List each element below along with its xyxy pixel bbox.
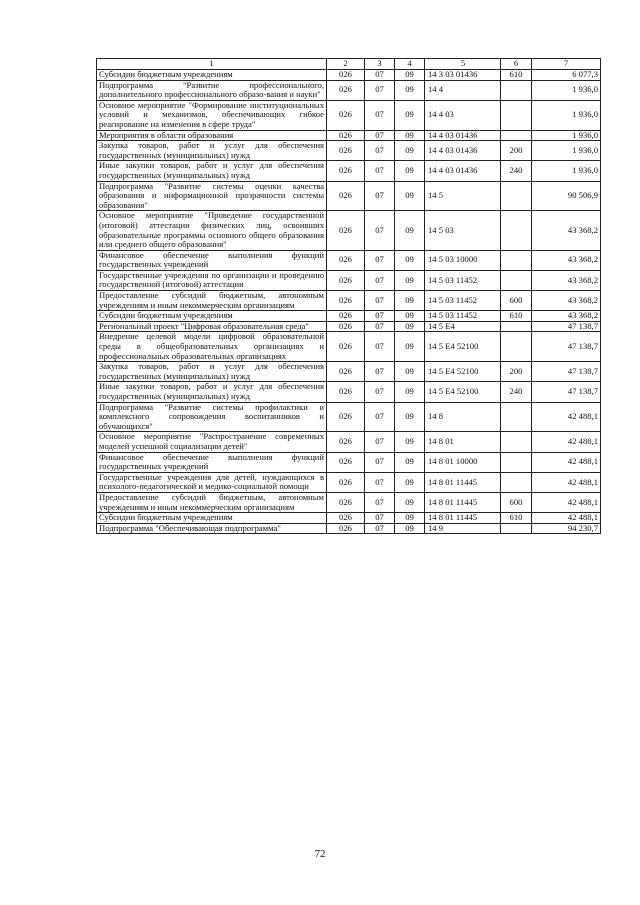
section-code-cell: 07 (365, 492, 395, 512)
ministry-code-cell: 026 (327, 270, 365, 290)
header-row (97, 59, 601, 70)
table-row (97, 402, 601, 432)
ministry-code-cell: 026 (327, 332, 365, 362)
section-code-cell: 07 (365, 70, 395, 81)
ministry-code-cell: 026 (327, 211, 365, 250)
section-code-cell: 07 (365, 402, 395, 432)
expense-type-code-cell (501, 332, 532, 362)
expense-type-code-cell: 240 (501, 382, 532, 402)
amount-cell: 47 138,7 (532, 332, 601, 362)
target-article-code-cell: 14 5 (425, 181, 501, 211)
amount-cell: 47 138,7 (532, 382, 601, 402)
ministry-code-cell: 026 (327, 523, 365, 534)
target-article-code-cell: 14 5 03 11452 (425, 291, 501, 311)
table-row (97, 432, 601, 452)
item-name-cell: Государственные учреждения для детей, нуждающихся в психолого-педагогической и медико-социальной помощи (97, 472, 327, 492)
amount-cell: 47 138,7 (532, 321, 601, 332)
table-row (97, 70, 601, 81)
table-row (97, 523, 601, 534)
item-name-cell: Иные закупки товаров, работ и услуг для обеспечения государственных (муниципальных) нужд (97, 161, 327, 181)
amount-cell: 94 230,7 (532, 523, 601, 534)
target-article-code-cell: 14 8 01 11445 (425, 513, 501, 524)
amount-cell: 42 488,1 (532, 513, 601, 524)
expense-type-code-cell: 610 (501, 70, 532, 81)
header-cell: 4 (395, 59, 425, 70)
table-row (97, 321, 601, 332)
target-article-code-cell: 14 8 01 10000 (425, 452, 501, 472)
amount-cell: 43 368,2 (532, 291, 601, 311)
ministry-code-cell: 026 (327, 452, 365, 472)
target-article-code-cell: 14 5 03 11452 (425, 270, 501, 290)
subsection-code-cell: 09 (395, 402, 425, 432)
target-article-code-cell: 14 8 (425, 402, 501, 432)
expense-type-code-cell (501, 452, 532, 472)
expense-type-code-cell: 610 (501, 311, 532, 322)
ministry-code-cell: 026 (327, 492, 365, 512)
target-article-code-cell: 14 8 01 11445 (425, 472, 501, 492)
subsection-code-cell: 09 (395, 270, 425, 290)
header-cell: 6 (501, 59, 532, 70)
subsection-code-cell: 09 (395, 70, 425, 81)
table-row (97, 100, 601, 130)
ministry-code-cell: 026 (327, 70, 365, 81)
amount-cell: 43 368,2 (532, 270, 601, 290)
expense-type-code-cell (501, 211, 532, 250)
amount-cell: 1 936,0 (532, 80, 601, 100)
target-article-code-cell: 14 5 E4 52100 (425, 382, 501, 402)
table-row (97, 291, 601, 311)
expense-type-code-cell: 200 (501, 141, 532, 161)
target-article-code-cell: 14 5 03 10000 (425, 250, 501, 270)
section-code-cell: 07 (365, 161, 395, 181)
target-article-code-cell: 14 8 01 11445 (425, 492, 501, 512)
ministry-code-cell: 026 (327, 311, 365, 322)
ministry-code-cell: 026 (327, 181, 365, 211)
ministry-code-cell: 026 (327, 402, 365, 432)
amount-cell: 42 488,1 (532, 432, 601, 452)
amount-cell: 6 077,3 (532, 70, 601, 81)
expense-type-code-cell: 200 (501, 362, 532, 382)
ministry-code-cell: 026 (327, 250, 365, 270)
table-row (97, 513, 601, 524)
subsection-code-cell: 09 (395, 523, 425, 534)
table-row (97, 181, 601, 211)
amount-cell: 47 138,7 (532, 362, 601, 382)
amount-cell: 1 936,0 (532, 100, 601, 130)
item-name-cell: Региональный проект "Цифровая образовательная среда" (97, 321, 327, 332)
table-row (97, 332, 601, 362)
amount-cell: 42 488,1 (532, 472, 601, 492)
subsection-code-cell: 09 (395, 100, 425, 130)
target-article-code-cell: 14 4 03 01436 (425, 130, 501, 141)
section-code-cell: 07 (365, 472, 395, 492)
amount-cell: 42 488,1 (532, 402, 601, 432)
section-code-cell: 07 (365, 332, 395, 362)
table-row (97, 362, 601, 382)
expense-type-code-cell (501, 100, 532, 130)
target-article-code-cell: 14 5 E4 52100 (425, 332, 501, 362)
header-cell: 5 (425, 59, 501, 70)
ministry-code-cell: 026 (327, 321, 365, 332)
item-name-cell: Закупка товаров, работ и услуг для обеспечения государственных (муниципальных) нужд (97, 362, 327, 382)
amount-cell: 1 936,0 (532, 130, 601, 141)
header-cell: 7 (532, 59, 601, 70)
amount-cell: 43 368,2 (532, 250, 601, 270)
item-name-cell: Предоставление субсидий бюджетным, автономным учреждениям и иным некоммерческим организациям (97, 492, 327, 512)
item-name-cell: Основное мероприятие "Распространение современных моделей успешной социализации детей" (97, 432, 327, 452)
target-article-code-cell: 14 8 01 (425, 432, 501, 452)
target-article-code-cell: 14 5 E4 52100 (425, 362, 501, 382)
table-row (97, 80, 601, 100)
subsection-code-cell: 09 (395, 181, 425, 211)
expense-type-code-cell (501, 250, 532, 270)
subsection-code-cell: 09 (395, 332, 425, 362)
item-name-cell: Подпрограмма "Развитие профессионального, дополнительного профессионального образо-вания и науки" (97, 80, 327, 100)
target-article-code-cell: 14 4 (425, 80, 501, 100)
expense-type-code-cell (501, 181, 532, 211)
subsection-code-cell: 09 (395, 382, 425, 402)
section-code-cell: 07 (365, 432, 395, 452)
subsection-code-cell: 09 (395, 321, 425, 332)
section-code-cell: 07 (365, 321, 395, 332)
section-code-cell: 07 (365, 80, 395, 100)
section-code-cell: 07 (365, 181, 395, 211)
table-row (97, 250, 601, 270)
section-code-cell: 07 (365, 100, 395, 130)
ministry-code-cell: 026 (327, 362, 365, 382)
item-name-cell: Подпрограмма "Обеспечивающая подпрограмма" (97, 523, 327, 534)
item-name-cell: Основное мероприятие "Формирование институциональных условий и механизмов, обеспечивающих гибкое реагирование на изменения в сфере труда" (97, 100, 327, 130)
page-number: 72 (314, 848, 326, 860)
expense-type-code-cell (501, 321, 532, 332)
subsection-code-cell: 09 (395, 250, 425, 270)
item-name-cell: Основное мероприятие "Проведение государственной (итоговой) аттестации физических лиц, освоивших образовательные программы основного общего образования или среднего общего образования" (97, 211, 327, 250)
expense-type-code-cell (501, 130, 532, 141)
subsection-code-cell: 09 (395, 311, 425, 322)
section-code-cell: 07 (365, 130, 395, 141)
item-name-cell: Субсидии бюджетным учреждениям (97, 513, 327, 524)
subsection-code-cell: 09 (395, 472, 425, 492)
table-row (97, 452, 601, 472)
section-code-cell: 07 (365, 270, 395, 290)
subsection-code-cell: 09 (395, 211, 425, 250)
subsection-code-cell: 09 (395, 291, 425, 311)
item-name-cell: Подпрограмма "Развитие системы профилактики и комплексного сопровождения воспитанников и обучающихся" (97, 402, 327, 432)
subsection-code-cell: 09 (395, 161, 425, 181)
table-row (97, 130, 601, 141)
table-row (97, 270, 601, 290)
ministry-code-cell: 026 (327, 130, 365, 141)
target-article-code-cell: 14 5 03 (425, 211, 501, 250)
target-article-code-cell: 14 4 03 01436 (425, 141, 501, 161)
expense-type-code-cell (501, 472, 532, 492)
expense-type-code-cell: 610 (501, 513, 532, 524)
expense-type-code-cell: 240 (501, 161, 532, 181)
section-code-cell: 07 (365, 362, 395, 382)
ministry-code-cell: 026 (327, 513, 365, 524)
expense-type-code-cell (501, 523, 532, 534)
subsection-code-cell: 09 (395, 141, 425, 161)
subsection-code-cell: 09 (395, 492, 425, 512)
expense-type-code-cell (501, 402, 532, 432)
header-cell: 3 (365, 59, 395, 70)
expense-type-code-cell (501, 80, 532, 100)
table-row (97, 472, 601, 492)
ministry-code-cell: 026 (327, 100, 365, 130)
expense-type-code-cell (501, 270, 532, 290)
table-row (97, 211, 601, 250)
subsection-code-cell: 09 (395, 513, 425, 524)
header-cell: 1 (97, 59, 327, 70)
expense-type-code-cell (501, 432, 532, 452)
ministry-code-cell: 026 (327, 161, 365, 181)
target-article-code-cell: 14 4 03 (425, 100, 501, 130)
item-name-cell: Подпрограмма "Развитие системы оценки качества образования и информационной прозрачности системы образования" (97, 181, 327, 211)
target-article-code-cell: 14 5 E4 (425, 321, 501, 332)
table-row (97, 492, 601, 512)
table-row (97, 141, 601, 161)
target-article-code-cell: 14 3 03 01436 (425, 70, 501, 81)
amount-cell: 42 488,1 (532, 452, 601, 472)
table-row (97, 382, 601, 402)
amount-cell: 1 936,0 (532, 141, 601, 161)
ministry-code-cell: 026 (327, 291, 365, 311)
amount-cell: 90 506,9 (532, 181, 601, 211)
section-code-cell: 07 (365, 523, 395, 534)
section-code-cell: 07 (365, 291, 395, 311)
item-name-cell: Финансовое обеспечение выполнения функций государственных учреждений (97, 250, 327, 270)
table-row (97, 311, 601, 322)
item-name-cell: Внедрение целевой модели цифровой образовательной среды в общеобразовательных организациях и профессиональных образовательных организациях (97, 332, 327, 362)
subsection-code-cell: 09 (395, 432, 425, 452)
item-name-cell: Субсидии бюджетным учреждениям (97, 311, 327, 322)
item-name-cell: Закупка товаров, работ и услуг для обеспечения государственных (муниципальных) нужд (97, 141, 327, 161)
subsection-code-cell: 09 (395, 80, 425, 100)
subsection-code-cell: 09 (395, 452, 425, 472)
item-name-cell: Финансовое обеспечение выполнения функций государственных учреждений (97, 452, 327, 472)
subsection-code-cell: 09 (395, 130, 425, 141)
ministry-code-cell: 026 (327, 80, 365, 100)
amount-cell: 1 936,0 (532, 161, 601, 181)
section-code-cell: 07 (365, 311, 395, 322)
amount-cell: 42 488,1 (532, 492, 601, 512)
item-name-cell: Предоставление субсидий бюджетным, автономным учреждениям и иным некоммерческим организациям (97, 291, 327, 311)
expense-type-code-cell: 600 (501, 291, 532, 311)
item-name-cell: Иные закупки товаров, работ и услуг для обеспечения государственных (муниципальных) нужд (97, 382, 327, 402)
section-code-cell: 07 (365, 141, 395, 161)
amount-cell: 43 368,2 (532, 311, 601, 322)
target-article-code-cell: 14 9 (425, 523, 501, 534)
section-code-cell: 07 (365, 452, 395, 472)
header-cell: 2 (327, 59, 365, 70)
amount-cell: 43 368,2 (532, 211, 601, 250)
item-name-cell: Государственные учреждения по организации и проведению государственной (итоговой) аттестации (97, 270, 327, 290)
item-name-cell: Мероприятия в области образования (97, 130, 327, 141)
ministry-code-cell: 026 (327, 432, 365, 452)
budget-table (96, 58, 601, 534)
item-name-cell: Субсидии бюджетным учреждениям (97, 70, 327, 81)
table-row (97, 161, 601, 181)
section-code-cell: 07 (365, 250, 395, 270)
target-article-code-cell: 14 4 03 01436 (425, 161, 501, 181)
expense-type-code-cell: 600 (501, 492, 532, 512)
ministry-code-cell: 026 (327, 382, 365, 402)
ministry-code-cell: 026 (327, 141, 365, 161)
section-code-cell: 07 (365, 513, 395, 524)
target-article-code-cell: 14 5 03 11452 (425, 311, 501, 322)
ministry-code-cell: 026 (327, 472, 365, 492)
section-code-cell: 07 (365, 211, 395, 250)
subsection-code-cell: 09 (395, 362, 425, 382)
section-code-cell: 07 (365, 382, 395, 402)
